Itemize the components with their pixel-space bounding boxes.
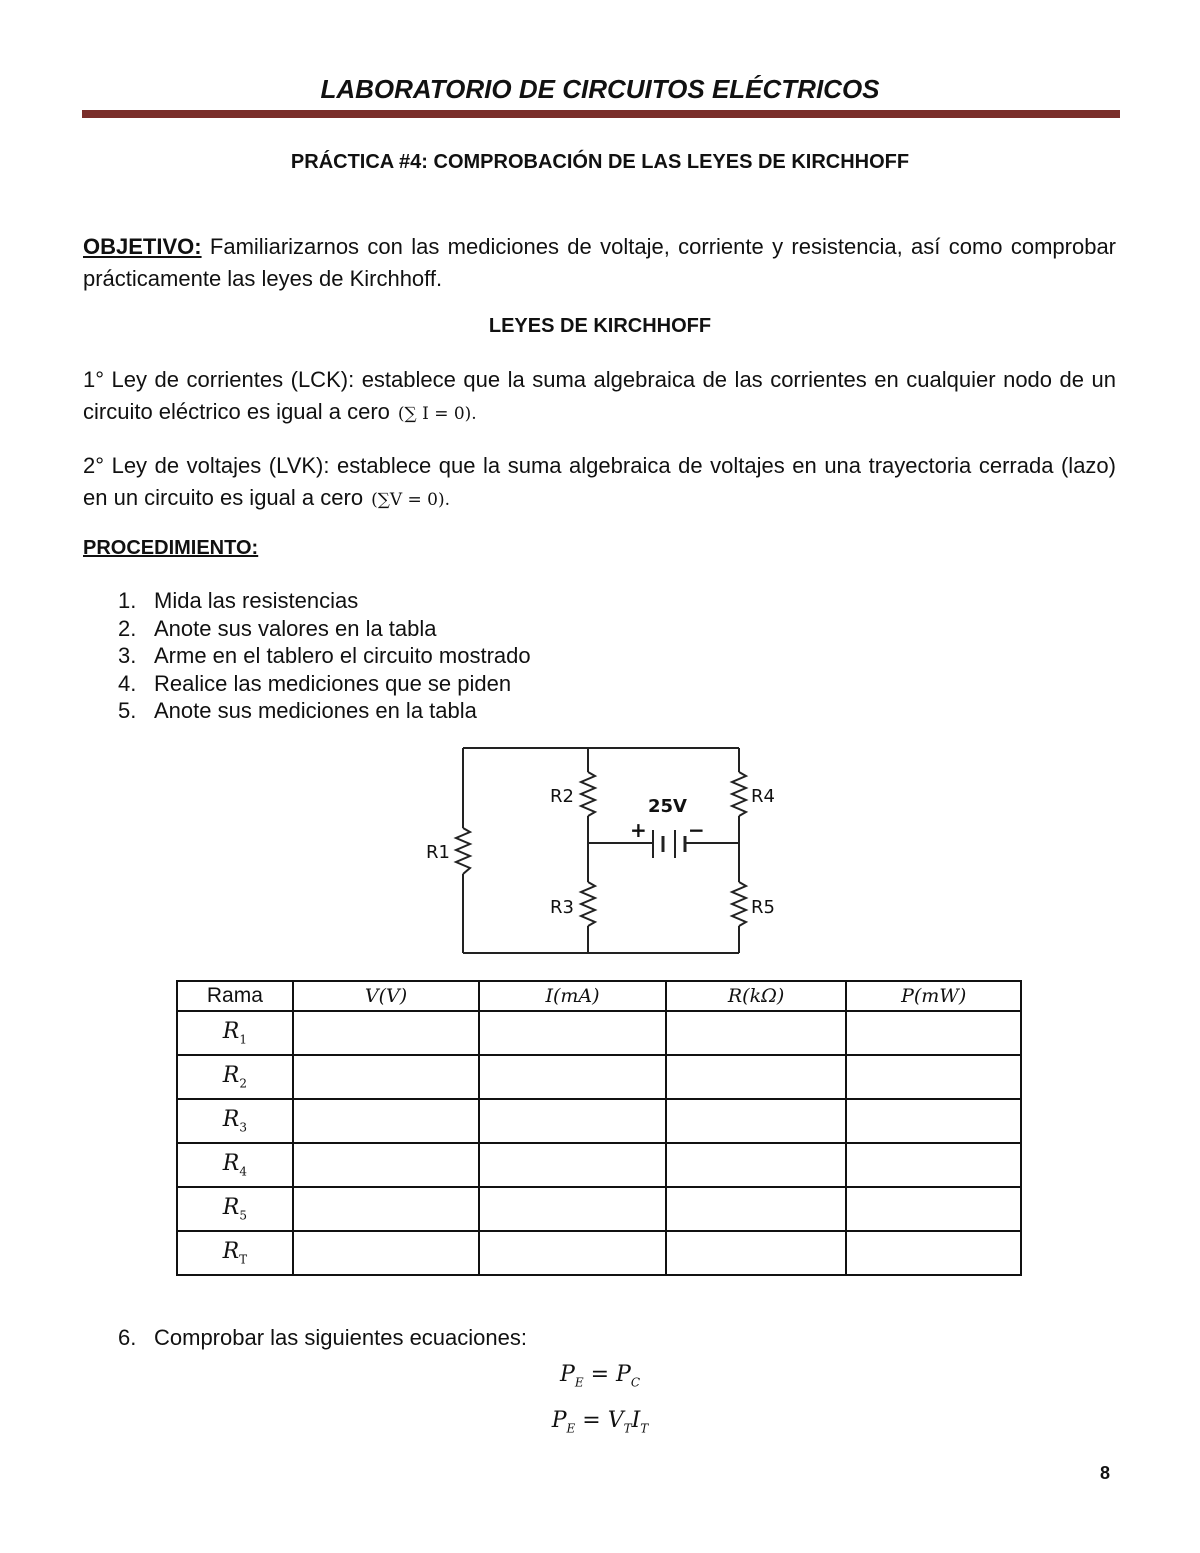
objective-text: Familiarizarnos con las mediciones de voltaje, corriente y resistencia, así como comprobar prácticamente las leyes de Kirchhoff. [83, 234, 1116, 291]
table-cell [666, 1187, 847, 1231]
table-cell [479, 1231, 666, 1275]
step-number: 2. [118, 615, 137, 641]
resistor-r5 [732, 882, 746, 926]
step-number: 3. [118, 643, 137, 668]
table-cell [666, 1055, 847, 1099]
label-r1: R1 [426, 842, 450, 863]
table-cell [479, 1099, 666, 1143]
resistor-r1 [456, 828, 470, 874]
table-row [177, 1099, 1021, 1143]
table-header-row [177, 981, 1021, 1011]
header-voltage: V(V) [293, 981, 479, 1011]
row-label: $R_5$ [177, 1187, 293, 1231]
equation-2: $P_E = V_TI_T$ [551, 1408, 649, 1436]
header-rama: Rama [177, 981, 293, 1011]
law2-math: (∑V = 0). [371, 490, 451, 510]
step-text: Comprobar las siguientes ecuaciones: [154, 1325, 527, 1350]
table-cell [479, 1055, 666, 1099]
table-cell [846, 1099, 1021, 1143]
row-label: $R_3$ [177, 1099, 293, 1143]
minus-sign: − [688, 818, 705, 842]
table-row [177, 1143, 1021, 1187]
law1-text: 1° Ley de corrientes (LCK): establece que la suma algebraica de las corrientes en cualquier nodo de un circuito eléctrico es igual a cero [83, 367, 1116, 424]
procedure-list [118, 587, 531, 725]
measurement-table [176, 980, 1022, 1276]
list-item [118, 697, 531, 725]
header-title: LABORATORIO DE CIRCUITOS ELÉCTRICOS [320, 74, 880, 104]
table-cell [293, 1187, 479, 1231]
list-item [118, 670, 531, 698]
law1-math: (∑ I = 0). [397, 404, 477, 424]
row-label: $R_T$ [177, 1231, 293, 1275]
step-text: Anote sus valores en la tabla [154, 615, 437, 641]
label-r3: R3 [550, 897, 574, 918]
header-power: P(mW) [846, 981, 1021, 1011]
table-cell [479, 1143, 666, 1187]
table-cell [479, 1187, 666, 1231]
table-cell [846, 1011, 1021, 1055]
step-number: 6. [118, 1325, 137, 1350]
page-number: 8 [1100, 1463, 1111, 1483]
table-row [177, 1055, 1021, 1099]
table-cell [846, 1055, 1021, 1099]
list-item [118, 587, 531, 615]
label-r4: R4 [751, 786, 775, 807]
header-current: I(mA) [479, 981, 666, 1011]
step-text: Arme en el tablero el circuito mostrado [154, 643, 531, 668]
procedure-title: PROCEDIMIENTO: [83, 537, 259, 559]
practice-title: PRÁCTICA #4: COMPROBACIÓN DE LAS LEYES DE KIRCHHOFF [290, 151, 910, 173]
table-cell [293, 1143, 479, 1187]
table-cell [846, 1187, 1021, 1231]
table-cell [666, 1143, 847, 1187]
resistor-r2 [581, 772, 595, 816]
table-row [177, 1187, 1021, 1231]
label-r2: R2 [550, 786, 574, 807]
label-r5: R5 [751, 897, 775, 918]
law1-paragraph [83, 364, 1116, 430]
objective-label: OBJETIVO: [83, 234, 202, 259]
table-cell [293, 1231, 479, 1275]
list-item [118, 642, 531, 670]
table-cell [293, 1011, 479, 1055]
step-text: Realice las mediciones que se piden [154, 670, 512, 696]
step-number: 5. [118, 698, 137, 723]
step-text: Anote sus mediciones en la tabla [154, 698, 477, 723]
table-cell [846, 1143, 1021, 1187]
header-resistance: R(kΩ) [666, 981, 847, 1011]
laws-title: LEYES DE KIRCHHOFF [488, 315, 712, 337]
resistor-r3 [581, 882, 595, 926]
table-cell [666, 1011, 847, 1055]
step-number: 1. [118, 588, 137, 613]
law2-text: 2° Ley de voltajes (LVK): establece que la suma algebraica de voltajes en una trayectoria cerrada (lazo) en un circuito es igual a cero [83, 453, 1116, 510]
row-label: $R_2$ [177, 1055, 293, 1099]
table-cell [666, 1231, 847, 1275]
objective-paragraph [83, 231, 1116, 295]
table-cell [666, 1099, 847, 1143]
row-label: $R_1$ [177, 1011, 293, 1055]
law2-paragraph [83, 450, 1116, 516]
row-label: $R_4$ [177, 1143, 293, 1187]
equation-1: $P_E = P_C$ [560, 1362, 640, 1390]
plus-sign: + [630, 818, 647, 842]
table-cell [293, 1055, 479, 1099]
table-row [177, 1231, 1021, 1275]
list-item [118, 1325, 527, 1351]
list-item [118, 615, 531, 643]
source-label: 25V [648, 796, 687, 817]
table-cell [479, 1011, 666, 1055]
step-text: Mida las resistencias [154, 588, 359, 613]
header-rule [82, 110, 1120, 118]
circuit-diagram [400, 742, 800, 962]
step-number: 4. [118, 670, 137, 696]
table-cell [846, 1231, 1021, 1275]
table-cell [293, 1099, 479, 1143]
resistor-r4 [732, 772, 746, 816]
table-row [177, 1011, 1021, 1055]
